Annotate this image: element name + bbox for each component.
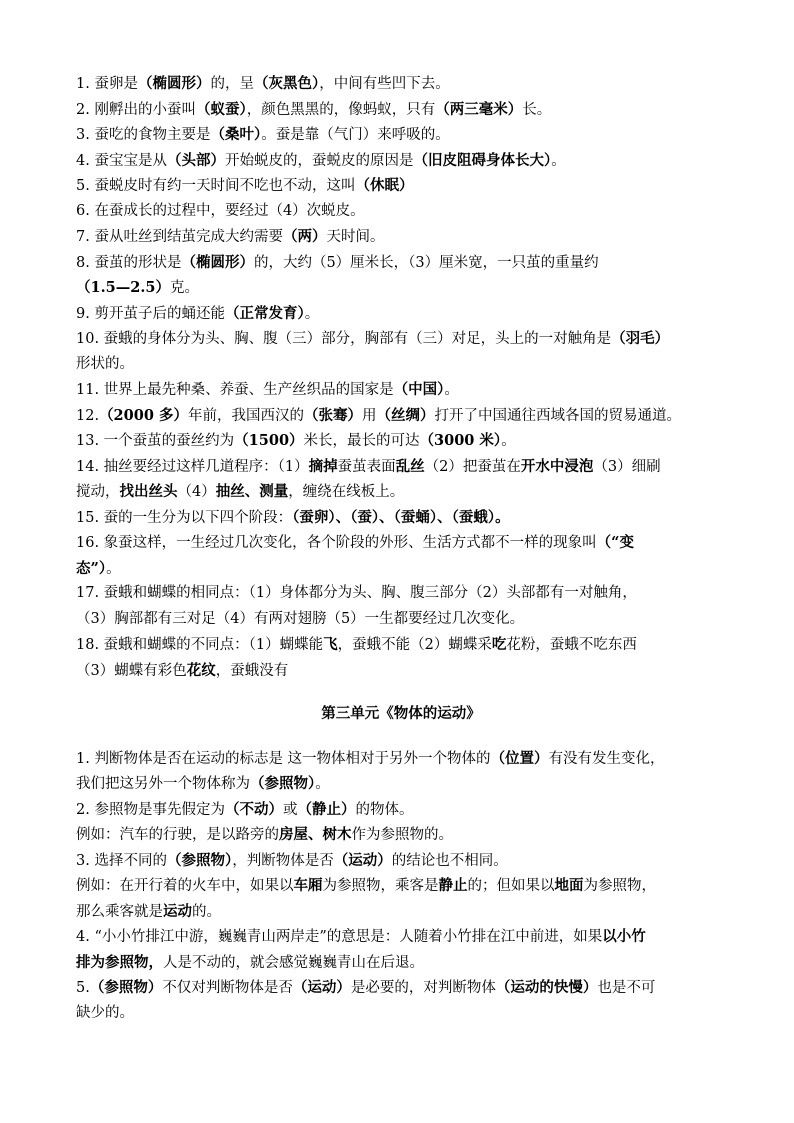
text-run: 米长，最长的可达 (303, 433, 420, 449)
text-line (76, 975, 726, 1001)
text-line (76, 1001, 726, 1027)
bold-text-run: （蚕卵）、（蚕）、（蚕蛹）、（蚕蛾）。 (292, 508, 510, 526)
text-run: 不仅对判断物体是否 (162, 980, 293, 996)
text-run: （2）把蚕茧在 (424, 458, 521, 475)
text-run: 13. 一个蚕茧的蚕丝约为 (76, 433, 235, 449)
bold-text-run: （两） (282, 228, 327, 245)
text-run: 5. (76, 980, 90, 996)
text-run: 18. 蚕蛾和蝴蝶的不同点：（1）蝴蝶能 (76, 637, 324, 653)
text-run: 16. 象蚕这样，一生经过几次变化，各个阶段的外形、生活方式都不一样的现象叫 (76, 535, 597, 551)
text-run: 我们把这另外一个物体称为 (76, 776, 250, 792)
unit3-list (76, 746, 726, 1027)
text-run: 17. 蚕蛾和蝴蝶的相同点：（1）身体都分为头、胸、腹三部分（2）头部都有一对触角， (76, 585, 637, 601)
bold-text-run: （羽毛） (611, 330, 670, 347)
text-line (76, 607, 726, 633)
text-run: 人是不动的，就会感觉巍巍青山在后退。 (163, 954, 424, 971)
text-run: ，判断物体是否 (232, 852, 334, 869)
text-run: 4. 蚕宝宝是从 (76, 152, 167, 169)
bold-text-run: 态”） (76, 559, 107, 577)
bold-text-run: （参照物） (166, 851, 233, 869)
text-run: （3）细刷 (593, 458, 661, 475)
text-line (76, 97, 726, 123)
text-run: 15. 蚕的一生分为以下四个阶段： (76, 509, 293, 526)
text-line (76, 403, 726, 429)
bold-text-run: （不动） (224, 800, 283, 818)
text-run: 12. (76, 407, 100, 424)
text-run: 10. 蚕蛾的身体分为头、胸、腹（三）部分，胸部有（三）对足，头上的一对触角是 (76, 331, 612, 347)
bold-text-run: （灰黑色） (253, 75, 320, 92)
text-run: 蚕茧表面 (337, 458, 396, 475)
text-run: ，中间有些凹下去。 (319, 76, 450, 92)
unit2-list (76, 71, 726, 683)
bold-text-run: （桑叶） (210, 126, 262, 143)
text-run: 9. 剪开茧子后的蛹还能 (76, 305, 225, 322)
text-line (76, 71, 726, 97)
bold-text-run: （静止） (297, 800, 356, 818)
text-run: 是必要的，对判断物体 (350, 980, 496, 996)
bold-text-run: （两三毫米） (435, 100, 523, 118)
text-line (76, 275, 726, 301)
text-line (76, 899, 726, 925)
text-run: 的，呈 (210, 76, 254, 92)
text-run: 14. 抽丝要经过这样几道程序：（1） (76, 458, 309, 475)
bold-text-run: 房屋、树木 (279, 826, 352, 843)
text-run: 11. 世界上最先种桑、养蚕、生产丝织品的国家是 (76, 382, 394, 398)
text-line (76, 556, 726, 582)
bold-text-run: （位置） (490, 749, 549, 767)
text-line (76, 771, 726, 797)
bold-text-run: （1.5—2.5） (76, 279, 170, 296)
bold-text-run: 花纹 (186, 661, 216, 679)
text-run: 2. 参照物是事先假定为 (76, 801, 225, 818)
text-run: 为参照物， (583, 878, 656, 894)
text-run: 那么乘客就是 (76, 903, 163, 920)
text-run: （3）胸部都有三对足（4）有两对翅膀（5）一生都要经过几次变化。 (76, 610, 525, 627)
text-line (76, 224, 726, 250)
text-line (76, 822, 726, 848)
bold-text-run: （运动） (333, 851, 392, 869)
bold-text-run: 地面 (554, 877, 584, 894)
text-line (76, 173, 726, 199)
text-line (76, 148, 726, 174)
text-line (76, 581, 726, 607)
bold-text-run: （蚁蚕） (195, 100, 247, 118)
text-run: 或 (282, 801, 298, 818)
text-line (76, 454, 726, 480)
text-line (76, 505, 726, 531)
text-run: 。 (551, 152, 566, 169)
text-run: 作为参照物的。 (351, 827, 453, 843)
bold-text-run: 静止 (438, 877, 468, 894)
text-line (76, 250, 726, 276)
bold-text-run: （椭圆形） (137, 75, 211, 92)
text-line (76, 352, 726, 378)
text-line (76, 122, 726, 148)
bold-text-run: （运动的快慢） (495, 979, 598, 996)
text-run: ，缠绕在线板上。 (288, 484, 405, 500)
text-line (76, 377, 726, 403)
text-run: 的，大约（5）厘米长，（3）厘米宽，一只茧的重量约 (253, 254, 599, 271)
text-run: 4. “小小竹排江中游，巍巍青山两岸走”的意思是：人随着小竹排在江中前进，如果 (76, 929, 603, 945)
text-line (76, 848, 726, 874)
text-run: 。 (304, 305, 320, 322)
text-run: 。蚕是靠（气门）来呼吸的。 (261, 127, 450, 143)
text-line (76, 924, 726, 950)
text-run: 形状的。 (76, 355, 134, 372)
bold-text-run: （椭圆形） (181, 253, 254, 271)
text-run: 的结论也不相同。 (391, 852, 508, 869)
text-run: （4） (177, 484, 216, 500)
bold-text-run: （头部） (166, 151, 225, 169)
text-run: 8. 蚕茧的形状是 (76, 254, 182, 271)
text-run: ，蚕蛾没有 (215, 662, 289, 679)
bold-text-run: 飞 (323, 636, 338, 653)
bold-text-run: （旧皮阻碍身体长大） (413, 151, 552, 169)
bold-text-run: 摘掉 (308, 457, 338, 475)
text-run: 例如：汽车的行驶，是以路旁的 (76, 827, 279, 843)
text-run: 2. 刚孵出的小蚕叫 (76, 101, 196, 118)
text-run: 长。 (522, 101, 552, 118)
bold-text-run: 车厢 (293, 877, 323, 894)
bold-text-run: 吃 (491, 636, 507, 653)
text-run: 打开了中国通往西域各国的贸易通道。 (434, 407, 681, 424)
bold-text-run: （1500） (234, 432, 304, 449)
text-line (76, 950, 726, 976)
text-line (76, 746, 726, 772)
bold-text-run: 开水中浸泡 (520, 457, 594, 475)
text-line (76, 479, 726, 505)
bold-text-run: 乱丝 (395, 457, 425, 475)
text-line (76, 658, 726, 684)
text-run: 1. 判断物体是否在运动的标志是 这一物体相对于另外一个物体的 (76, 750, 491, 767)
text-run: 为参照物，乘客是 (322, 878, 439, 894)
text-run: 有没有发生变化， (548, 750, 665, 767)
text-line (76, 632, 726, 658)
text-line (76, 301, 726, 327)
text-run: 也是不可 (597, 980, 656, 996)
text-run: 。 (501, 433, 516, 449)
text-run: 7. 蚕从吐丝到结茧完成大约需要 (76, 229, 283, 245)
bold-text-run: （正常发育） (224, 304, 305, 322)
text-run: 克。 (169, 280, 199, 296)
text-run: 缺少的。 (76, 1004, 134, 1021)
text-run: 3. 蚕吃的食物主要是 (76, 127, 211, 143)
text-run: 天时间。 (326, 229, 385, 245)
text-run: 的物体。 (355, 801, 414, 818)
text-run: 花粉，蚕蛾不吃东西 (506, 637, 637, 653)
text-line (76, 428, 726, 454)
bold-text-run: 排为参照物， (76, 953, 163, 971)
bold-text-run: 运动 (163, 902, 192, 920)
text-line (76, 199, 726, 225)
text-run: 6. 在蚕成长的过程中，要经过（4）次蜕皮。 (76, 202, 365, 219)
text-run: 5. 蚕蜕皮时有约一天时间不吃也不动，这叫 (76, 178, 356, 194)
bold-text-run: 找出丝头 (119, 483, 178, 500)
text-line (76, 530, 726, 556)
bold-text-run: （休眠） (355, 177, 414, 194)
text-run: 。 (315, 776, 330, 792)
bold-text-run: （丝绸） (376, 406, 435, 424)
text-line (76, 797, 726, 823)
section-spacer (76, 683, 726, 701)
text-run: 的。 (192, 903, 221, 920)
text-run: 3. 选择不同的 (76, 852, 167, 869)
bold-text-run: （2000 多） (99, 406, 188, 424)
bold-text-run: （3000 米） (419, 432, 502, 449)
text-run: 用 (361, 407, 377, 424)
text-run: （3）蝴蝶有彩色 (76, 662, 187, 679)
bold-text-run: （张骞） (303, 406, 362, 424)
document-content (76, 71, 726, 1026)
text-run: 。 (444, 382, 459, 398)
unit3-title: 第三单元《物体的运动》 (321, 705, 481, 722)
bold-text-run: 以小竹 (602, 928, 646, 945)
text-line (76, 326, 726, 352)
text-run: ，蚕蛾不能（2）蝴蝶采 (337, 637, 492, 653)
bold-text-run: （运动） (292, 979, 351, 996)
text-run: 1. 蚕卵是 (76, 76, 138, 92)
bold-text-run: 抽丝、测量 (215, 483, 289, 500)
text-run: 年前，我国西汉的 (187, 407, 304, 424)
bold-text-run: （参照物） (250, 775, 316, 792)
bold-text-run: （“变 (596, 534, 635, 551)
bold-text-run: （参照物） (89, 979, 163, 996)
text-run: 。 (106, 560, 121, 577)
section-spacer (76, 727, 726, 746)
text-run: ，颜色黑黑的，像蚂蚁，只有 (246, 101, 436, 118)
text-run: 开始蜕皮的，蚕蜕皮的原因是 (224, 152, 414, 169)
bold-text-run: （中国） (393, 381, 445, 398)
text-line (76, 873, 726, 899)
text-run: 搅动， (76, 484, 120, 500)
text-run: 例如：在开行着的火车中，如果以 (76, 878, 294, 894)
text-run: 的；但如果以 (467, 878, 555, 894)
